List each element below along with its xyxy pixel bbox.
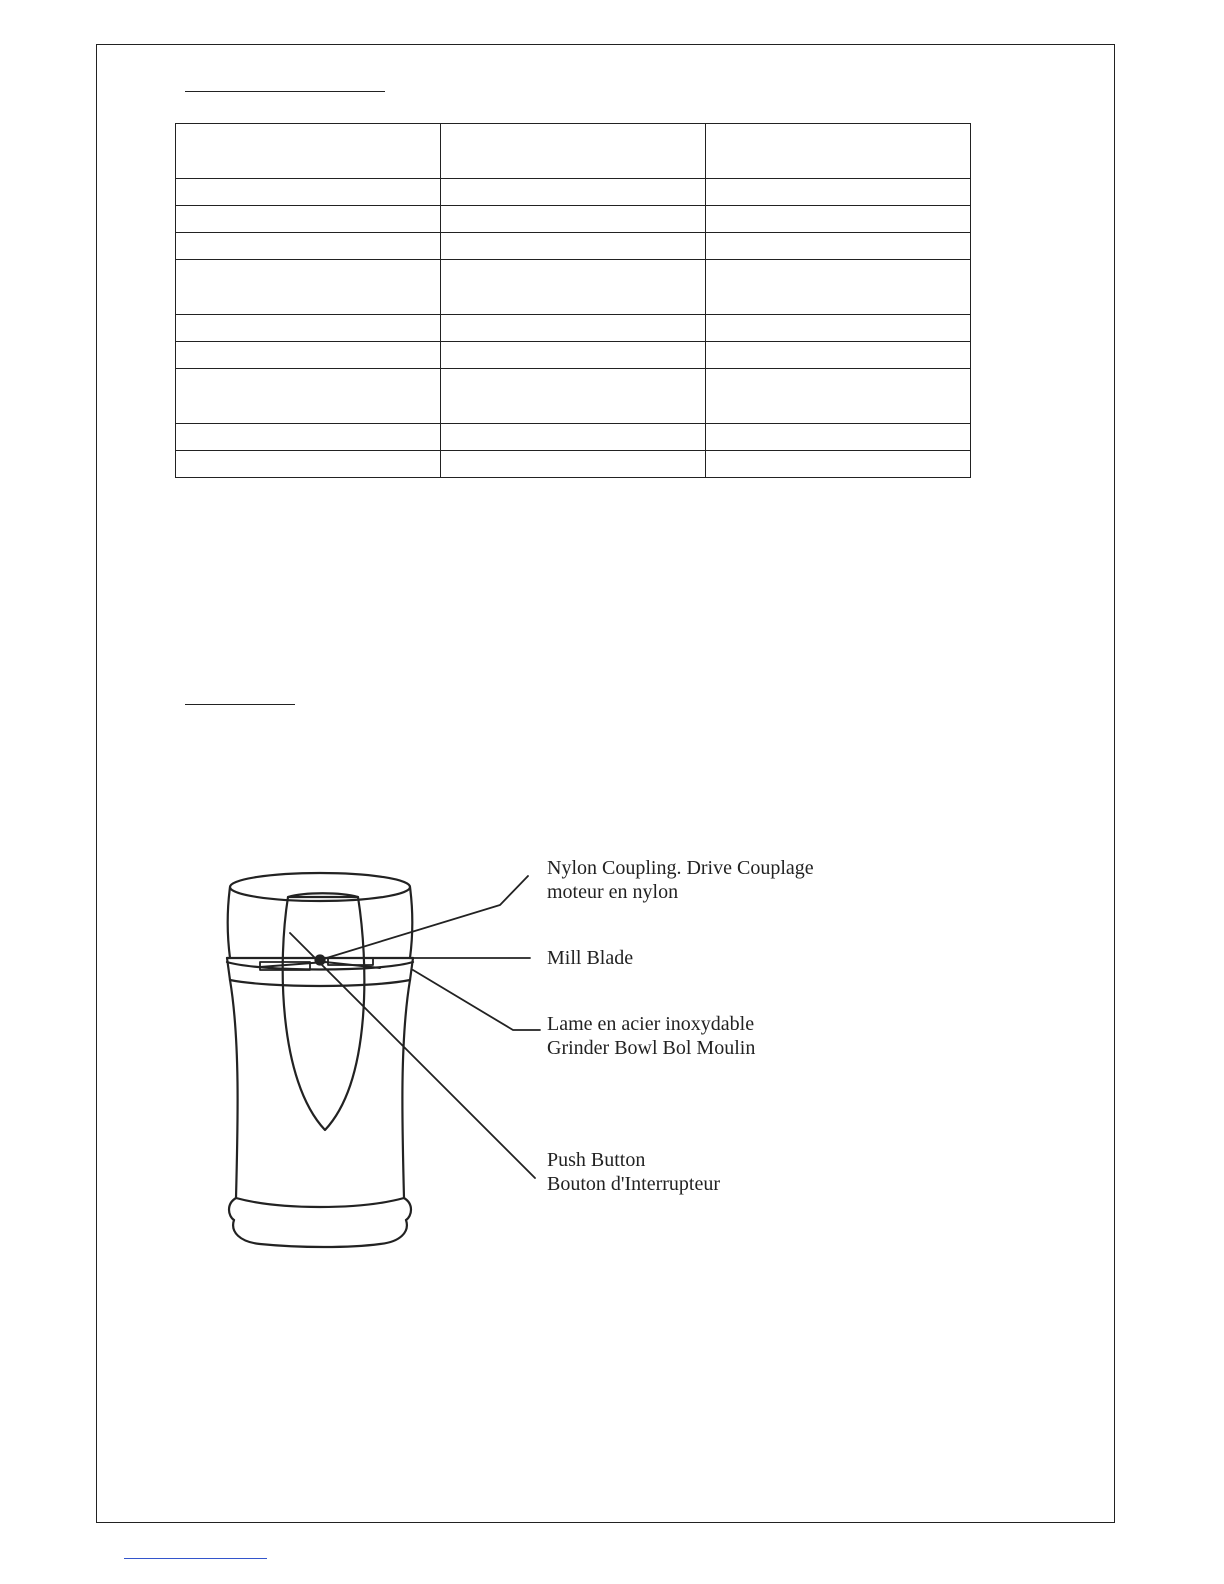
label-nylon-coupling-line2: moteur en nylon — [547, 881, 679, 903]
table-cell — [706, 315, 971, 342]
lid-left-side — [228, 887, 230, 958]
footer-link-underline — [124, 1558, 267, 1559]
body-right-side — [402, 980, 410, 1198]
lid-right-side — [410, 887, 412, 958]
table-cell — [176, 124, 441, 179]
table-cell — [176, 342, 441, 369]
leader-grinder-bowl — [413, 970, 540, 1030]
table-row — [176, 424, 971, 451]
label-nylon-coupling — [547, 856, 814, 904]
body-left-side — [230, 980, 238, 1198]
label-push-button-line2: Bouton d'Interrupteur — [547, 1173, 721, 1195]
label-push-button-line1: Push Button — [547, 1149, 646, 1171]
table-row — [176, 260, 971, 315]
table-cell — [706, 206, 971, 233]
table-cell — [176, 206, 441, 233]
base-top-edge — [236, 1198, 404, 1207]
section-heading-underline — [185, 91, 385, 92]
table-cell — [706, 451, 971, 478]
table-cell — [441, 260, 706, 315]
base-foot — [233, 1220, 407, 1247]
table-row — [176, 315, 971, 342]
table-cell — [176, 233, 441, 260]
table-cell — [176, 260, 441, 315]
table-row — [176, 369, 971, 424]
table-cell — [441, 424, 706, 451]
table-cell — [706, 233, 971, 260]
section-heading-underline-2 — [185, 704, 295, 705]
rim-lower — [230, 980, 410, 986]
table-cell — [176, 451, 441, 478]
table-cell — [176, 369, 441, 424]
table-row — [176, 206, 971, 233]
table-row — [176, 342, 971, 369]
label-push-button — [547, 1148, 720, 1196]
table-cell — [441, 369, 706, 424]
table-row — [176, 233, 971, 260]
specification-table — [175, 123, 971, 478]
label-lame-line2: Grinder Bowl Bol Moulin — [547, 1037, 756, 1059]
table-cell — [706, 179, 971, 206]
base-right — [404, 1198, 411, 1220]
table-cell — [706, 124, 971, 179]
table-cell — [176, 179, 441, 206]
label-nylon-coupling-line1: Nylon Coupling. Drive Couplage — [547, 857, 814, 879]
leader-nylon-coupling — [320, 876, 528, 960]
table-cell — [176, 424, 441, 451]
table-cell — [441, 179, 706, 206]
table-row — [176, 179, 971, 206]
table-cell — [706, 342, 971, 369]
table-cell — [706, 424, 971, 451]
table-cell — [441, 124, 706, 179]
table-cell — [176, 315, 441, 342]
table-cell — [441, 206, 706, 233]
table-row — [176, 451, 971, 478]
front-window — [283, 897, 365, 1130]
table-cell — [441, 315, 706, 342]
table-cell — [441, 451, 706, 478]
table-cell — [706, 260, 971, 315]
label-mill-blade — [547, 946, 633, 970]
table-row — [176, 124, 971, 179]
label-lame-grinder-bowl — [547, 1012, 755, 1060]
label-mill-blade-text: Mill Blade — [547, 947, 634, 969]
table-cell — [706, 369, 971, 424]
base-left — [229, 1198, 236, 1220]
label-lame-line1: Lame en acier inoxydable — [547, 1013, 755, 1035]
table-cell — [441, 233, 706, 260]
table-cell — [441, 342, 706, 369]
